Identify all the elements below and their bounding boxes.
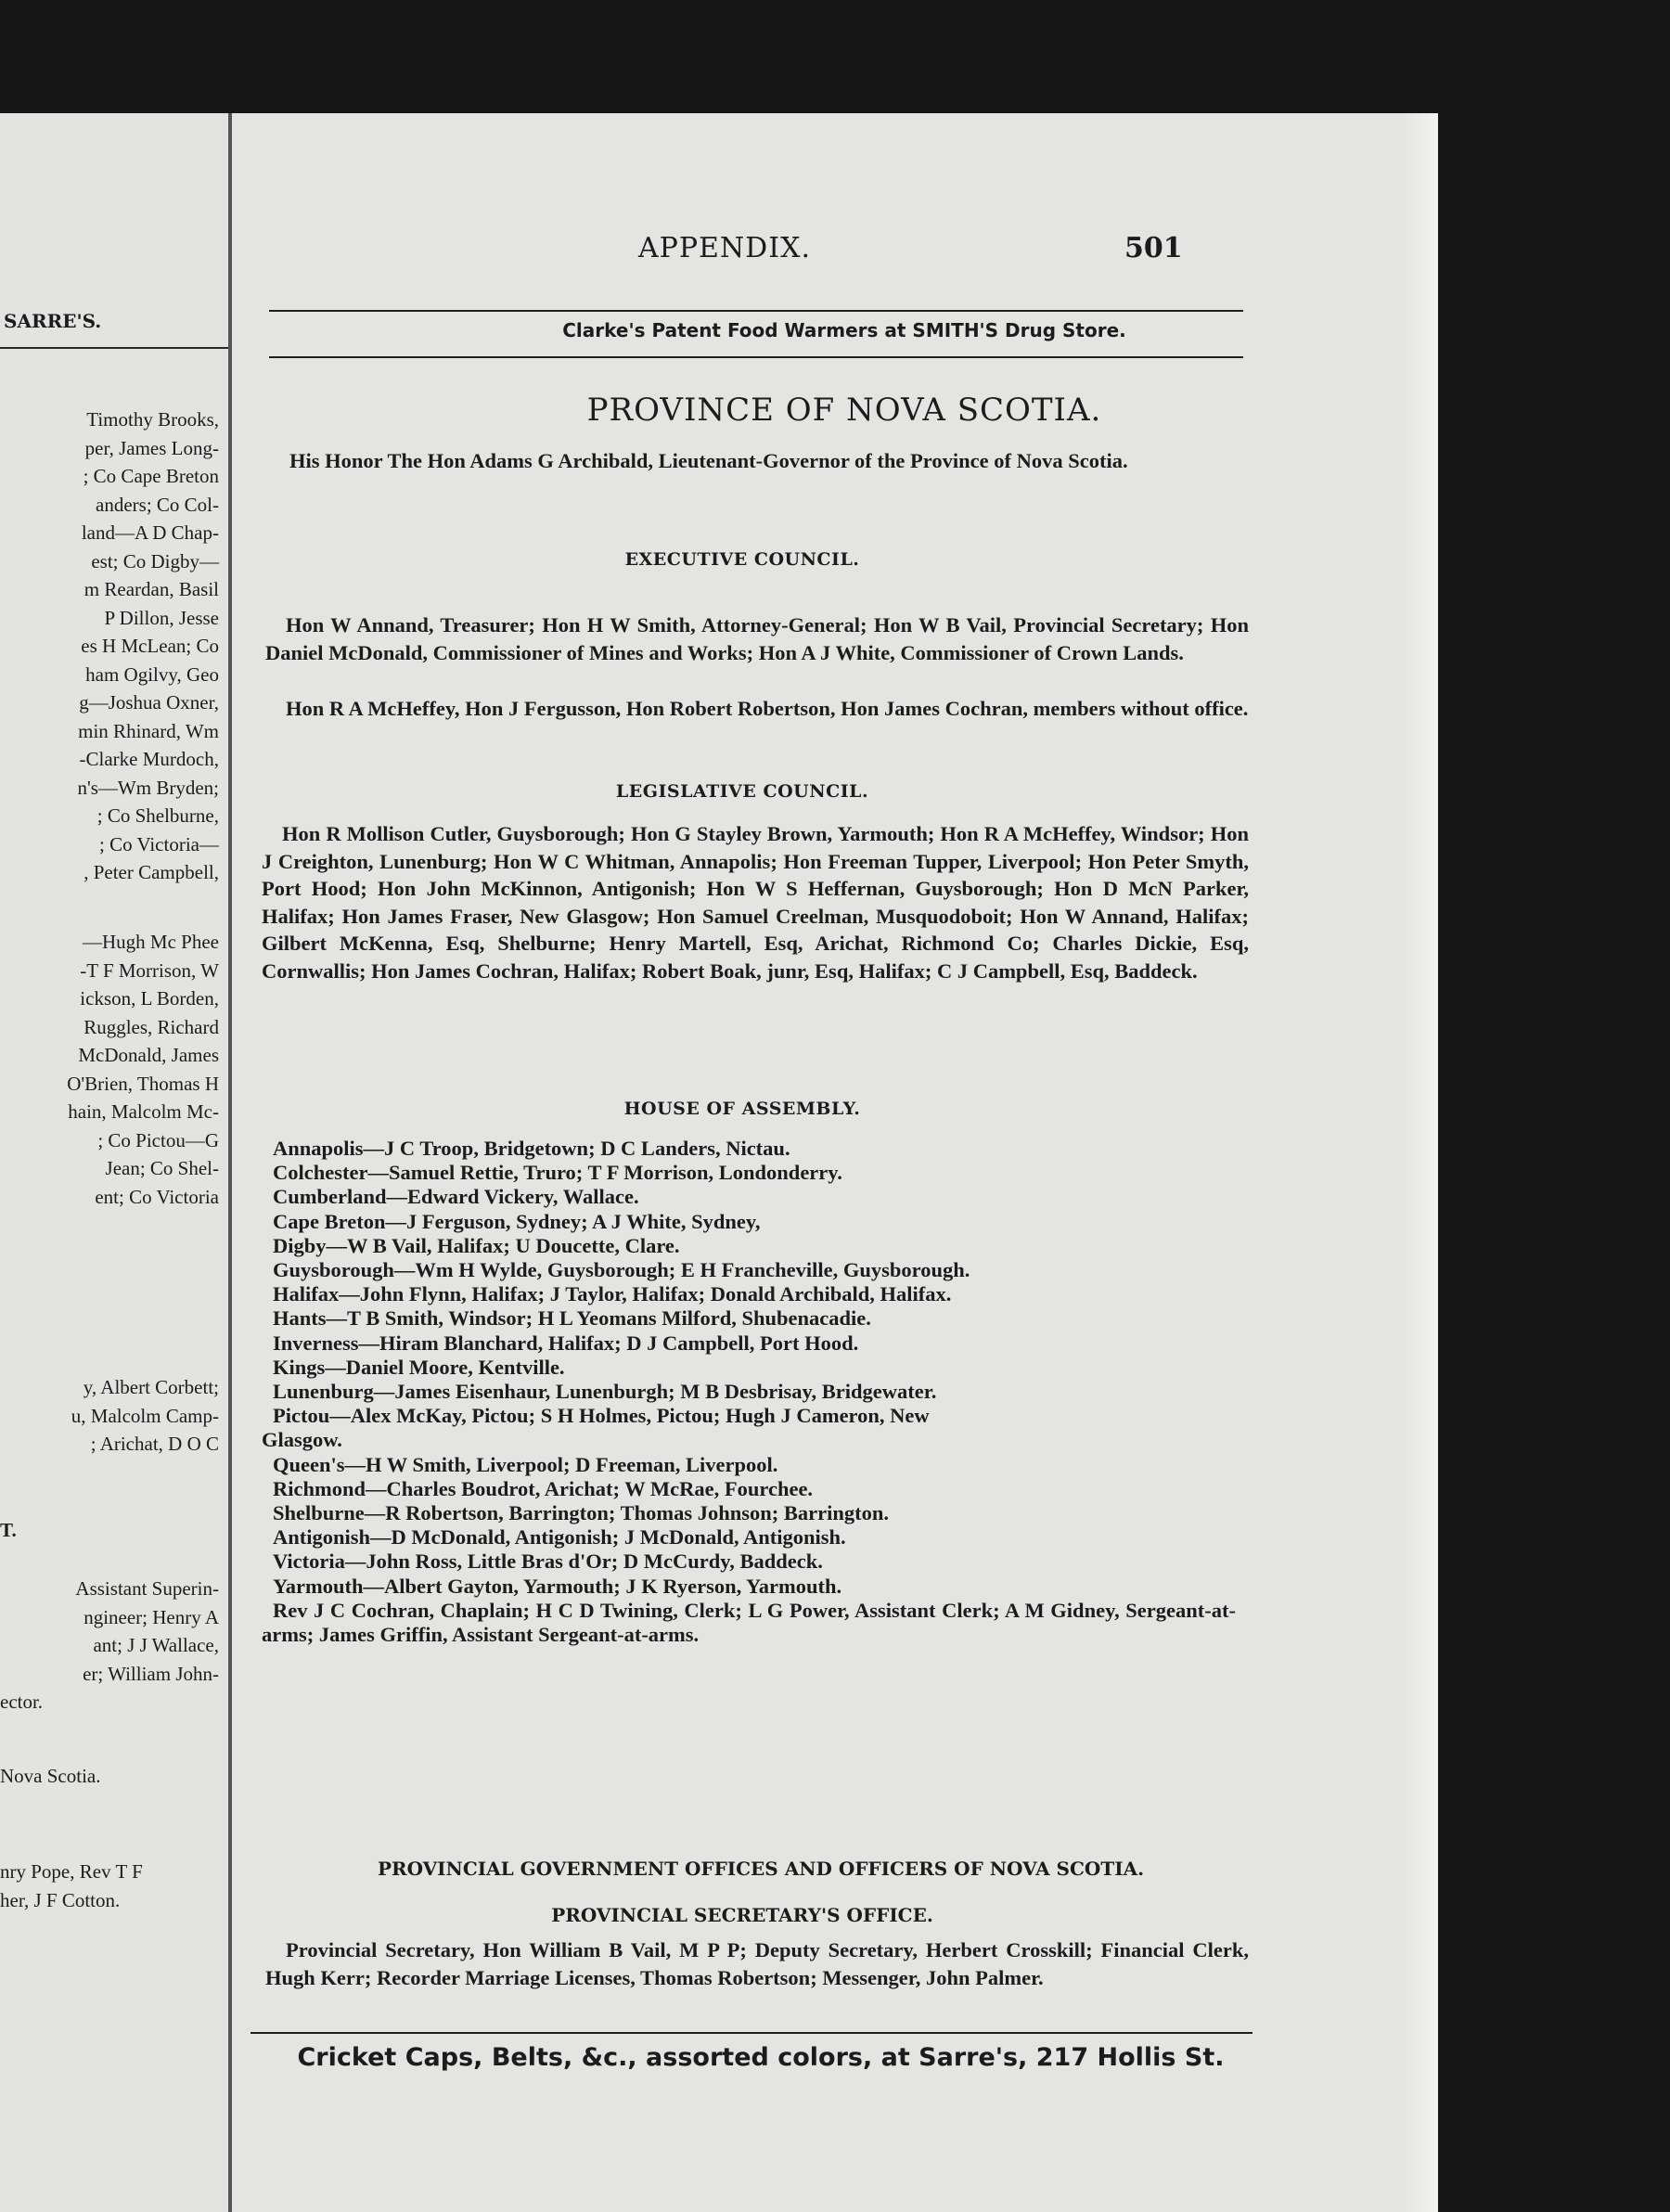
previous-page-sliver — [0, 113, 228, 2212]
assembly-officers: Rev J C Cochran, Chaplain; H C D Twining, Clerk; L G Power, Assistant Clerk; A M Gidney, Sergeant-at-arms; James Griffin, Assistant Sergeant-at-arms. — [262, 1598, 1236, 1647]
list-item: Yarmouth—Albert Gayton, Yarmouth; J K Ryerson, Yarmouth. — [273, 1574, 842, 1598]
running-title: APPENDIX. — [638, 232, 811, 264]
house-of-assembly-heading: HOUSE OF ASSEMBLY. — [623, 1099, 861, 1119]
left-page-line: Jean; Co Shel- — [105, 1157, 219, 1179]
lieutenant-governor-paragraph: His Honor The Hon Adams G Archibald, Lieutenant-Governor of the Province of Nova Scotia. — [289, 449, 1128, 472]
list-item: Pictou—Alex McKay, Pictou; S H Holmes, Pictou; Hugh J Cameron, New — [273, 1404, 930, 1428]
page-number: 501 — [1124, 232, 1183, 264]
left-page-line: Nova Scotia. — [0, 1765, 101, 1787]
left-page-line: ngineer; Henry A — [84, 1605, 219, 1628]
left-page-line: est; Co Digby— — [91, 549, 219, 572]
left-page-line: -T F Morrison, W — [80, 958, 219, 982]
left-page-line: , Peter Campbell, — [84, 861, 219, 883]
left-page-line: y, Albert Corbett; — [83, 1376, 219, 1398]
government-offices-heading: PROVINCIAL GOVERNMENT OFFICES AND OFFICERS OF NOVA SCOTIA. — [377, 1858, 1145, 1880]
left-page-line: n's—Wm Bryden; — [77, 776, 219, 799]
list-item: Richmond—Charles Boudrot, Arichat; W McRae, Fourchee. — [273, 1476, 814, 1500]
left-page-block-f — [0, 1858, 219, 1914]
left-page-line: ickson, L Borden, — [80, 987, 219, 1010]
page-title: PROVINCE OF NOVA SCOTIA. — [586, 392, 1102, 429]
left-page-block-heading-b — [0, 1516, 219, 1545]
list-item: Annapolis—J C Troop, Bridgetown; D C Landers, Nictau. — [273, 1137, 790, 1160]
left-page-line: m Reardan, Basil — [84, 578, 219, 600]
left-page-line: g—Joshua Oxner, — [79, 691, 219, 714]
list-item: Cumberland—Edward Vickery, Wallace. — [273, 1185, 639, 1209]
list-item: Lunenburg—James Eisenhaur, Lunenburgh; M B Desbrisay, Bridgewater. — [273, 1380, 937, 1404]
list-item: Inverness—Hiram Blanchard, Halifax; D J Campbell, Port Hood. — [273, 1331, 859, 1355]
list-item: Shelburne—R Robertson, Barrington; Thomas Johnson; Barrington. — [273, 1501, 890, 1525]
left-page-line: er; William John- — [83, 1662, 219, 1685]
left-page-block-a — [0, 405, 219, 887]
provincial-secretary-paragraph: Provincial Secretary, Hon William B Vail, M P P; Deputy Secretary, Herbert Crosskill; Financial Clerk, Hugh Kerr; Recorder Marriage Licenses, Thomas Robertson; Messenger, John Palmer. — [265, 1938, 1249, 1989]
left-page-line: anders; Co Col- — [96, 493, 219, 516]
list-item: Guysborough—Wm H Wylde, Guysborough; E H Francheville, Guysborough. — [273, 1258, 970, 1282]
left-page-block-c — [0, 1373, 219, 1459]
left-page-block-e — [0, 1762, 219, 1791]
header-rule — [269, 310, 1243, 312]
left-page-line: ent; Co Victoria — [95, 1185, 219, 1208]
left-page-line: land—A D Chap- — [81, 521, 219, 544]
list-item: Halifax—John Flynn, Halifax; J Taylor, Halifax; Donald Archibald, Halifax. — [273, 1282, 952, 1306]
executive-council-heading: EXECUTIVE COUNCIL. — [624, 549, 860, 570]
left-page-line: Ruggles, Richard — [84, 1015, 219, 1038]
legislative-council-heading: LEGISLATIVE COUNCIL. — [615, 781, 869, 802]
top-advertisement: Clarke's Patent Food Warmers at SMITH'S Drug Store. — [562, 319, 1126, 341]
left-page-line: ; Arichat, D O C — [90, 1433, 219, 1455]
left-page-line: McDonald, James — [78, 1044, 219, 1066]
left-page-line: O'Brien, Thomas H — [67, 1072, 219, 1095]
left-page-line: ; Co Shelburne, — [96, 804, 219, 827]
list-item: Digby—W B Vail, Halifax; U Doucette, Clare. — [273, 1233, 680, 1257]
legislative-council-paragraph: Hon R Mollison Cutler, Guysborough; Hon G Stayley Brown, Yarmouth; Hon R A McHeffey, Windsor; Hon J Creighton, Lunenburg; Hon W C Whitman, Annapolis; Hon Freeman Tupper, Liverpool; Hon Peter Smyth, Port Hood; Hon John McKinnon, Antigonish; Hon W S Heffernan, Guysborough; Hon D McN Parker, Halifax; Hon James Fraser, New Glasgow; Hon Samuel Creelman, Musquodoboit; Hon W Annand, Halifax; Gilbert McKenna, Esq, Shelburne; Henry Martell, Esq, Arichat, Richmond Co; Charles Dickie, Esq, Cornwallis; Hon James Cochran, Halifax; Robert Boak, junr, Esq, Halifax; C J Campbell, Esq, Baddeck. — [262, 822, 1249, 983]
left-page-line: hain, Malcolm Mc- — [68, 1100, 219, 1123]
provincial-secretary-heading: PROVINCIAL SECRETARY'S OFFICE. — [551, 1904, 933, 1926]
left-page-line: P Dillon, Jesse — [104, 606, 219, 629]
left-page-line: es H McLean; Co — [81, 635, 219, 657]
house-of-assembly-list — [262, 1137, 1254, 1647]
left-page-line: Assistant Superin- — [75, 1577, 219, 1600]
left-page-line: ; Co Victoria— — [98, 832, 219, 855]
list-item: Kings—Daniel Moore, Kentville. — [273, 1355, 565, 1379]
bottom-advertisement: Cricket Caps, Belts, &c., assorted colors, at Sarre's, 217 Hollis St. — [297, 2043, 1225, 2072]
left-page-line: u, Malcolm Camp- — [71, 1404, 219, 1427]
left-page-block-b — [0, 928, 219, 1211]
page-edge-shade — [1399, 113, 1438, 2212]
executive-council-paragraph: Hon W Annand, Treasurer; Hon H W Smith, Attorney-General; Hon W B Vail, Provincial Secretary; Hon Daniel McDonald, Commissioner of Mines and Works; Hon A J White, Commissioner of Crown Lands. — [265, 613, 1249, 664]
left-page-line: -Clarke Murdoch, — [79, 748, 219, 770]
left-page-line: her, J F Cotton. — [0, 1888, 121, 1911]
left-page-rule — [0, 347, 228, 349]
left-page-line: ; Co Pictou—G — [97, 1128, 219, 1151]
list-item: Victoria—John Ross, Little Bras d'Or; D McCurdy, Baddeck. — [273, 1550, 823, 1574]
left-page-heading: SARRE'S. — [4, 310, 102, 332]
left-page-line: ant; J J Wallace, — [93, 1634, 219, 1656]
footer-rule — [250, 2032, 1252, 2034]
left-page-block-d — [0, 1575, 219, 1717]
left-page-line: ; Co Cape Breton — [83, 465, 219, 487]
list-item: Hants—T B Smith, Windsor; H L Yeomans Milford, Shubenacadie. — [273, 1306, 871, 1331]
executive-council-members: Hon R A McHeffey, Hon J Fergusson, Hon Robert Robertson, Hon James Cochran, members without office. — [286, 697, 1249, 720]
list-item: Antigonish—D McDonald, Antigonish; J McDonald, Antigonish. — [273, 1525, 846, 1550]
left-page-line: ector. — [0, 1691, 44, 1713]
list-item: Cape Breton—J Ferguson, Sydney; A J White, Sydney, — [273, 1209, 761, 1233]
left-page-line: —Hugh Mc Phee — [83, 931, 219, 953]
list-item: Queen's—H W Smith, Liverpool; D Freeman, Liverpool. — [273, 1452, 778, 1476]
left-page-line: Timothy Brooks, — [86, 408, 219, 431]
left-page-heading-b: T. — [0, 1519, 17, 1541]
page-501 — [232, 113, 1438, 2212]
left-page-line: nry Pope, Rev T F — [0, 1860, 143, 1883]
header-rule-lower — [269, 356, 1243, 358]
left-page-line: min Rhinard, Wm — [78, 719, 219, 742]
left-page-line: per, James Long- — [84, 436, 219, 459]
list-item-continuation: Glasgow. — [262, 1428, 342, 1452]
list-item: Colchester—Samuel Rettie, Truro; T F Morrison, Londonderry. — [273, 1161, 842, 1185]
left-page-line: ham Ogilvy, Geo — [85, 662, 219, 686]
